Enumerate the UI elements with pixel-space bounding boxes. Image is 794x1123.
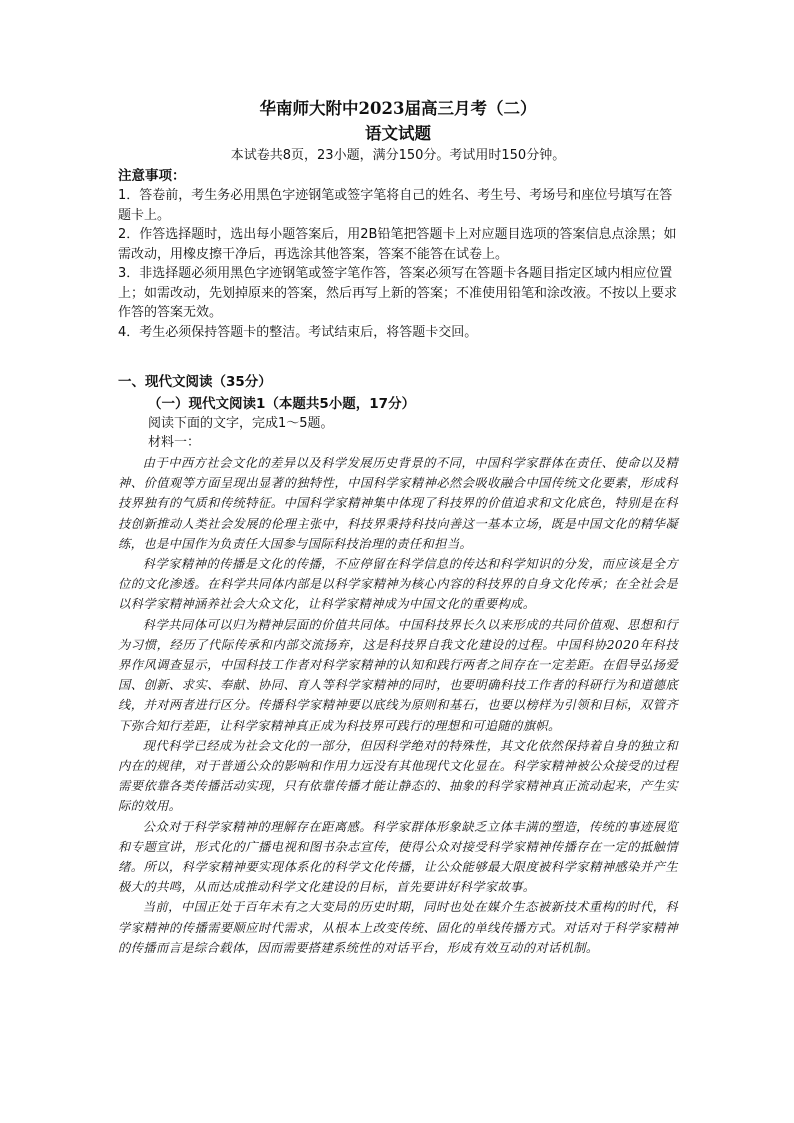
notice-item-1: 1．答卷前，考生务必用黑色字迹钢笔或签字笔将自己的姓名、考生号、考场号和座位号填写在答题卡上。	[118, 188, 673, 223]
notice-item-4: 4．考生必须保持答题卡的整洁。考试结束后，将答题卡交回。	[118, 324, 478, 340]
passage-paragraph-1: 由于中西方社会文化的差异以及科学发展历史背景的不同，中国科学家群体在责任、使命以及精神、价值观等方面呈现出显著的独特性，中国科学家精神必然会吸收融合中国传统文化要素，形成科技界独有的气质和传统特征。中国科学家精神集中体现了科技界的价值追求和文化底色，特别是在科技创新推动人类社会发展的伦理主张中，科技界秉持科技向善这一基本立场，既是中国文化的精华凝练，也是中国作为负责任大国参与国际科技治理的责任和担当。	[118, 456, 678, 551]
passage-paragraph-6: 当前，中国正处于百年未有之大变局的历史时期，同时也处在媒介生态被新技术重构的时代，科学家精神的传播需要顺应时代需求，从根本上改变传统、固化的单线传播方式。对话对于科学家精神的传播而言是综合载体，因而需要搭建系统性的对话平台，形成有效互动的对话机制。	[118, 900, 678, 955]
passage-paragraph-5: 公众对于科学家精神的理解存在距离感。科学家群体形象缺乏立体丰满的塑造，传统的事迹展览和专题宣讲，形式化的广播电视和图书杂志宣传，使得公众对接受科学家精神传播存在一定的抵触情绪。所以，科学家精神要实现体系化的科学文化传播，让公众能够最大限度被科学家精神感染并产生极大的共鸣，从而达成推动科学文化建设的目标，首先要讲好科学家故事。	[118, 819, 678, 895]
passage-paragraph-4: 现代科学已经成为社会文化的一部分，但因科学绝对的特殊性，其文化依然保持着自身的独立和内在的规律，对于普通公众的影响和作用力远没有其他现代文化显在。科学家精神被公众接受的过程需要依靠各类传播活动实现，只有依靠传播才能让静态的、抽象的科学家精神真正流动起来，产生实际的效用。	[118, 738, 678, 814]
subject-title: 语文试题	[365, 124, 431, 143]
passage-paragraph-2: 科学家精神的传播是文化的传播，不应停留在科学信息的传达和科学知识的分发，而应该是全方位的文化渗透。在科学共同体内部是以科学家精神为核心内容的科技界的自身文化传承；在全社会是以科学家精神涵养社会大众文化，让科学家精神成为中国文化的重要构成。	[118, 557, 678, 612]
material-label: 材料一：	[148, 435, 201, 450]
notice-item-2: 2．作答选择题时，选出每小题答案后，用2B铅笔把答题卡上对应题目选项的答案信息点涂黑；如需改动，用橡皮擦干净后，再选涂其他答案，答案不能答在试卷上。	[118, 227, 677, 262]
notice-heading: 注意事项：	[118, 168, 186, 184]
exam-title: 华南师大附中2023届高三月考（二）	[259, 99, 537, 118]
exam-page	[118, 96, 678, 958]
subsection-heading: （一）现代文阅读1（本题共5小题，17分）	[148, 396, 416, 412]
reading-instruction: 阅读下面的文字，完成1～5题。	[148, 416, 334, 431]
passage-paragraph-3: 科学共同体可以归为精神层面的价值共同体。中国科技界长久以来形成的共同价值观、思想和行为习惯，经历了代际传承和内部交流扬弃，这是科技界自我文化建设的过程。中国科协2020年科技界作风调查显示，中国科技工作者对科学家精神的认知和践行两者之间存在一定差距。在倡导弘扬爱国、创新、求实、奉献、协同、育人等科学家精神的同时，也要明确科技工作者的科研行为和道德底线，并对两者进行区分。传播科学家精神要以底线为原则和基石，也要以榜样为引领和目标，双管齐下弥合知行差距，让科学家精神真正成为科技界可践行的理想和可追随的旗帜。	[118, 617, 678, 733]
section-heading: 一、现代文阅读（35分）	[118, 374, 272, 390]
exam-intro: 本试卷共8页，23小题，满分150分。考试用时150分钟。	[230, 148, 566, 163]
notice-item-3: 3．非选择题必须用黑色字迹钢笔或签字笔作答，答案必须写在答题卡各题目指定区域内相应位置上；如需改动，先划掉原来的答案，然后再写上新的答案；不准使用铅笔和涂改液。不按以上要求作答的答案无效。	[118, 266, 678, 320]
